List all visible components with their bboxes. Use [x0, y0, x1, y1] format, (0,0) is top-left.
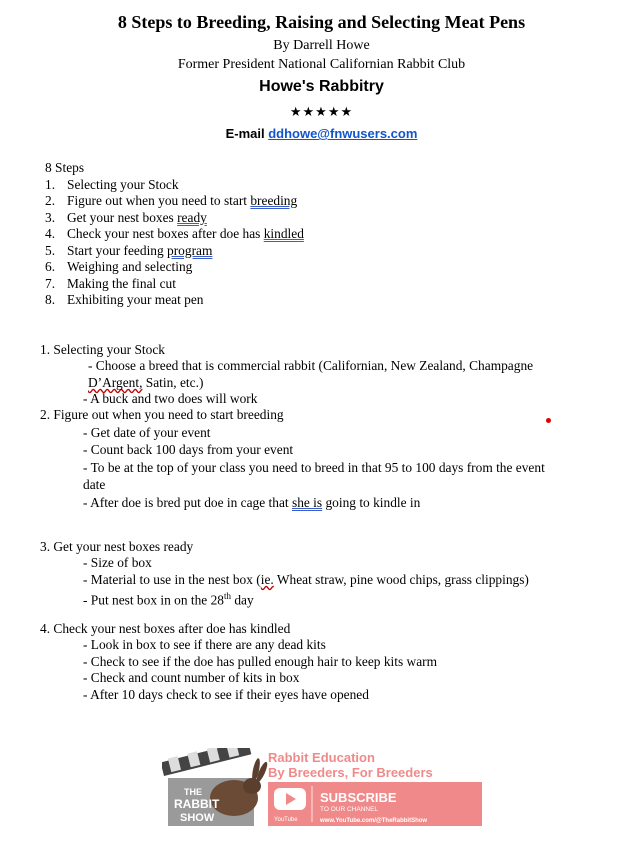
- list-item: 7.: [45, 276, 56, 291]
- subscribe-sub-label: TO OUR CHANNEL: [320, 806, 379, 813]
- section-bullet: - Get date of your event: [83, 425, 211, 440]
- section-bullet: - After 10 days check to see if their eyes have opened: [83, 687, 369, 702]
- rabbit-show-banner[interactable]: [162, 748, 484, 828]
- section-bullet: - Size of box: [83, 555, 152, 570]
- list-item-text: Figure out when you need to start breeding: [67, 193, 298, 208]
- list-item-text: Weighing and selecting: [67, 259, 193, 274]
- list-item: 2.: [45, 193, 56, 208]
- subscribe-label: SUBSCRIBE: [320, 790, 397, 805]
- list-item: 8.: [45, 292, 56, 307]
- red-dot-mark: [546, 418, 551, 423]
- section-bullet: - A buck and two does will work: [83, 391, 258, 406]
- section-bullet: - Choose a breed that is commercial rabbit (Californian, New Zealand, Champagne: [88, 358, 534, 373]
- banner-tagline-1: Rabbit Education: [268, 750, 375, 765]
- youtube-label: YouTube: [274, 817, 298, 823]
- section-bullet-cont: D’Argent, Satin, etc.): [88, 375, 204, 390]
- document-title: 8 Steps to Breeding, Raising and Selecting Meat Pens: [117, 12, 526, 32]
- steps-heading: 8 Steps: [45, 160, 85, 175]
- list-item-text: Get your nest boxes ready: [67, 210, 207, 225]
- banner-graphic: [162, 748, 484, 828]
- list-item: 3.: [45, 210, 56, 225]
- list-item-text: Start your feeding program: [67, 243, 213, 258]
- channel-url: www.YouTube.com/@TheRabbitShow: [320, 818, 428, 824]
- section-bullet: - Material to use in the nest box (ie. Wheat straw, pine wood chips, grass clippings): [83, 572, 529, 587]
- email-link[interactable]: ddhowe@fnwusers.com: [268, 126, 418, 141]
- section-heading: 1. Selecting your Stock: [40, 342, 165, 357]
- list-item-text: Exhibiting your meat pen: [67, 292, 204, 307]
- list-item: 1.: [45, 177, 56, 192]
- email-label: E-mail: [225, 126, 269, 141]
- email-line: [0, 126, 643, 141]
- show-word-2: RABBIT: [174, 797, 220, 811]
- clapperboard-icon: [162, 748, 269, 826]
- section-bullet: - Look in box to see if there are any dead kits: [83, 637, 326, 652]
- section-bullet: - Check to see if the doe has pulled enough hair to keep kits warm: [83, 654, 438, 669]
- show-word-1: THE: [184, 787, 202, 797]
- list-item-text: Selecting your Stock: [67, 177, 179, 192]
- banner-tagline-2: By Breeders, For Breeders: [268, 765, 433, 780]
- author-byline: By Darrell Howe: [273, 38, 370, 53]
- youtube-play-icon: [274, 788, 306, 810]
- rating-stars: ★★★★★: [289, 104, 354, 119]
- rabbitry-name: Howe's Rabbitry: [259, 78, 384, 95]
- section-bullet: - Check and count number of kits in box: [83, 670, 300, 685]
- section-bullet: - Put nest box in on the 28th day: [83, 591, 254, 608]
- section-heading: 3. Get your nest boxes ready: [40, 539, 194, 554]
- section-bullet: - After doe is bred put doe in cage that she is going to kindle in: [83, 495, 421, 510]
- section-bullet-cont: date: [83, 477, 106, 492]
- section-heading: 4. Check your nest boxes after doe has kindled: [40, 621, 291, 636]
- author-affiliation: Former President National Californian Rabbit Club: [177, 57, 466, 72]
- section-bullet: - Count back 100 days from your event: [83, 442, 294, 457]
- list-item-text: Check your nest boxes after doe has kindled: [67, 226, 304, 241]
- section-bullet: - To be at the top of your class you need to breed in that 95 to 100 days from the event: [83, 460, 545, 475]
- list-item: 6.: [45, 259, 56, 274]
- list-item: 4.: [45, 226, 56, 241]
- list-item: 5.: [45, 243, 56, 258]
- list-item-text: Making the final cut: [67, 276, 176, 291]
- section-heading: 2. Figure out when you need to start breeding: [40, 407, 284, 422]
- show-word-3: SHOW: [180, 812, 215, 824]
